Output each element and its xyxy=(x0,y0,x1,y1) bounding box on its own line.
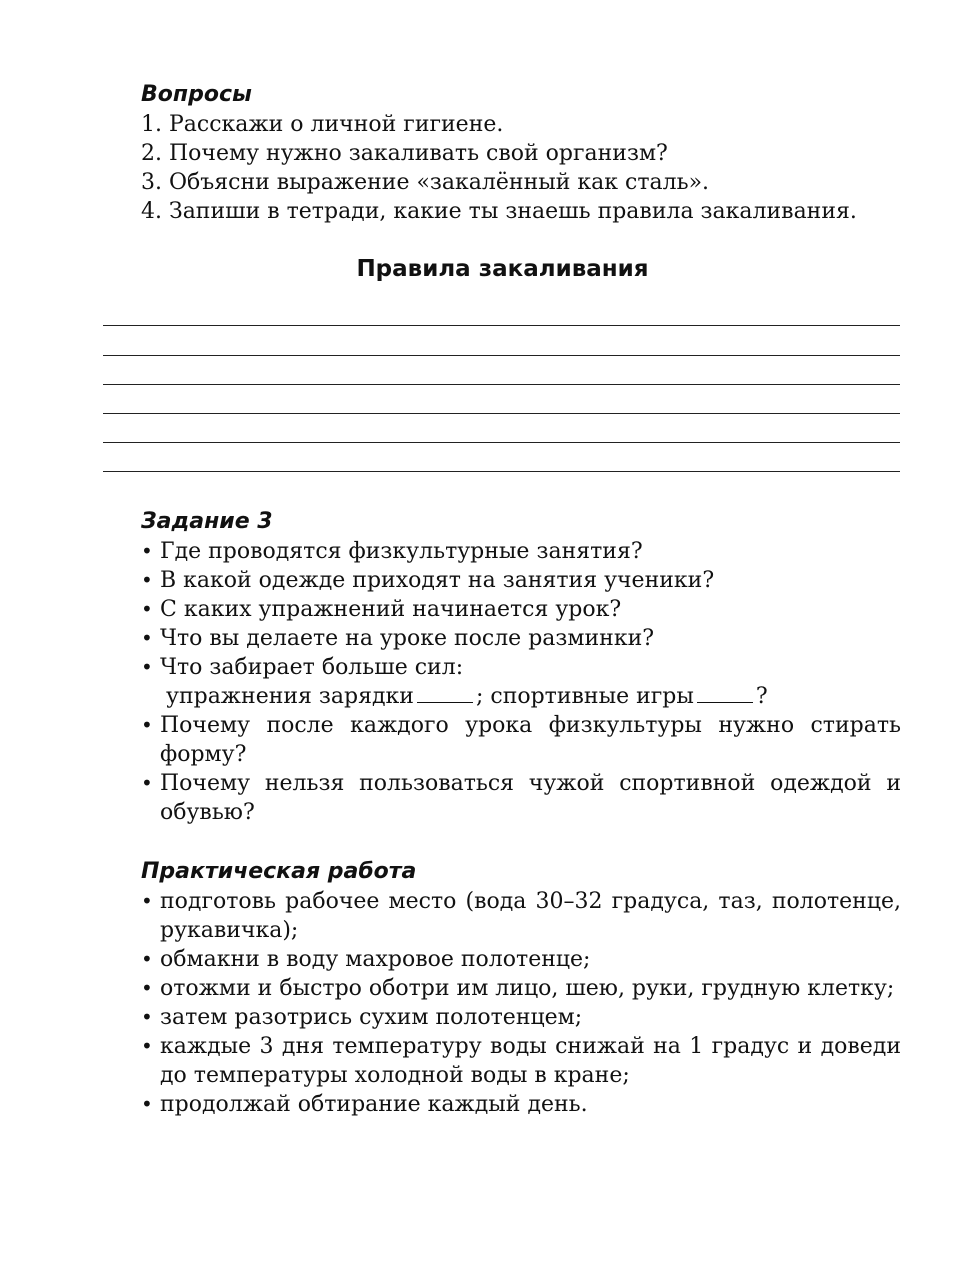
question-2: 2. Почему нужно закаливать свой организм? xyxy=(141,141,668,166)
writing-line xyxy=(103,414,900,443)
questions-heading: Вопросы xyxy=(141,82,252,107)
list-item: • Почему после каждого урока физкультуры нужно стирать форму? xyxy=(141,711,901,769)
list-item: • продолжай обтирание каждый день. xyxy=(141,1090,901,1119)
list-item: • С каких упражнений начинается урок? xyxy=(141,595,901,624)
fill-in-line xyxy=(160,684,768,709)
list-item: • затем разотрись сухим полотенцем; xyxy=(141,1003,901,1032)
sub-text-games: ; спортивные игры xyxy=(475,684,694,709)
list-item: • Где проводятся физкультурные занятия? xyxy=(141,537,901,566)
list-item: • обмакни в воду махровое полотенце; xyxy=(141,945,901,974)
list-item: • Что вы делаете на уроке после разминки? xyxy=(141,624,901,653)
sub-text-qmark: ? xyxy=(755,684,768,709)
question-3: 3. Объясни выражение «закалённый как сталь». xyxy=(141,170,710,195)
list-item: • В какой одежде приходят на занятия ученики? xyxy=(141,566,901,595)
list-item: • подготовь рабочее место (вода 30–32 градуса, таз, полотенце, рукавичка); xyxy=(141,887,901,945)
writing-line xyxy=(103,327,900,356)
writing-line xyxy=(103,385,900,414)
practical-list xyxy=(141,887,901,1119)
practical-heading: Практическая работа xyxy=(141,859,417,884)
list-item xyxy=(141,653,901,711)
writing-line xyxy=(103,356,900,385)
question-1: 1. Расскажи о личной гигиене. xyxy=(141,112,504,137)
list-item: • отожми и быстро оботри им лицо, шею, руки, грудную клетку; xyxy=(141,974,901,1003)
list-item: • Почему нельзя пользоваться чужой спортивной одеждой и обувью? xyxy=(141,769,901,827)
task3-list xyxy=(141,537,901,827)
answer-blank[interactable] xyxy=(417,701,473,703)
writing-line xyxy=(103,443,900,472)
question-4: 4. Запиши в тетради, какие ты знаешь правила закаливания. xyxy=(141,199,857,224)
list-item-text: Что забирает больше сил: xyxy=(160,655,464,680)
sub-text-exercises: упражнения зарядки xyxy=(166,684,414,709)
list-item: • каждые 3 дня температуру воды снижай на 1 градус и доведи до температуры холодной воды в кране; xyxy=(141,1032,901,1090)
task3-heading: Задание 3 xyxy=(141,509,273,534)
answer-blank[interactable] xyxy=(697,701,753,703)
rules-heading: Правила закаливания xyxy=(356,256,649,282)
writing-lines xyxy=(103,325,900,472)
